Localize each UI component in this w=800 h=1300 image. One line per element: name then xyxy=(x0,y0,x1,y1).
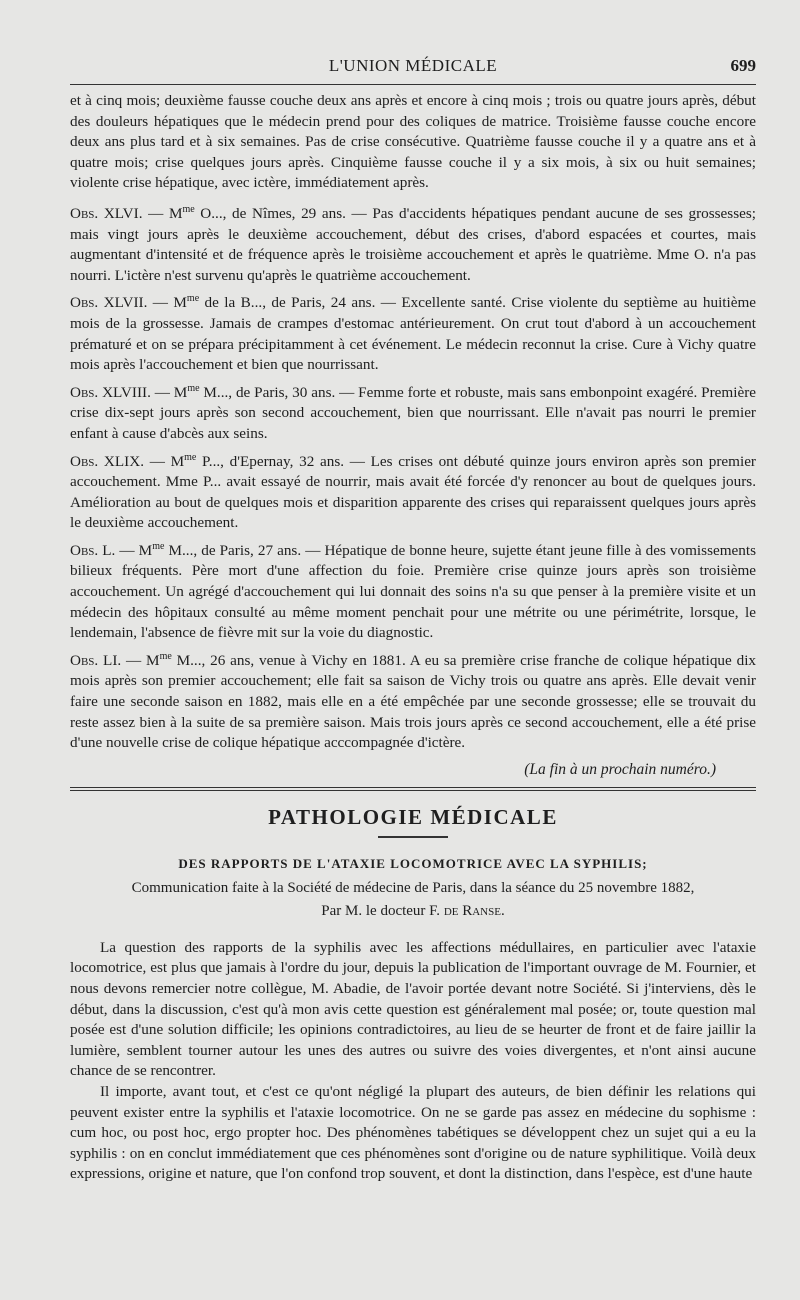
continued-paragraph: et à cinq mois; deuxième fausse couche deux ans après et encore à cinq mois ; trois ou quatre jours après, début des douleurs hépatiques que le médecin prend pour des coliques de matrice. Troisième fausse couche encore deux ans plus tard et à six semaines. Pas de crise consécutive. Quatrième fausse couche il y a quatre ans et à quatre mois; crise quelques jours après. Cinquième fausse couche il y a six mois, à six ou huit semaines; violente crise hépatique, avec ictère, immédiatement après. xyxy=(70,92,756,192)
observation-label: Obs. XLVIII. xyxy=(70,383,151,401)
author-name: de Ranse. xyxy=(443,902,505,919)
byline-prefix: Par M. le docteur F. xyxy=(321,902,444,919)
observation-text: O..., de Nîmes, 29 ans. — Pas d'accidents hépatiques pendant aucune de ses grossesses; mais vingt jours après le deuxième accouchement, début des crises, d'abord espacées et courtes, mais augmentant d'intensité et de fréquence après le troisième accouchement et après le quatrième. Mme O. n'a pas nourri. L'ictère n'est survenu qu'après le quatrième accouchement. xyxy=(70,204,756,284)
title-superscript: me xyxy=(152,540,165,552)
header-rule xyxy=(70,84,756,85)
observation-label: Obs. L. xyxy=(70,541,116,559)
observation-label: Obs. XLVII. xyxy=(70,294,148,312)
observation-text: M..., 26 ans, venue à Vichy en 1881. A eu sa première crise franche de colique hépatique dix mois après son premier accouchement; elle fait sa saison de Vichy trois ou quatre ans après. Elle devait venir faire une seconde saison en 1882, mais elle en a été empêchée par une seconde grossesse; elle se trouvait du reste assez bien à la suite de sa première saison. Mais trois jours après ce second accouchement, elle a été prise d'une nouvelle crise de colique hépatique acccompagnée d'ictère. xyxy=(70,651,757,752)
patient-title: M xyxy=(173,383,188,401)
article-body xyxy=(70,938,756,1185)
title-superscript: me xyxy=(184,451,197,463)
patient-title: M xyxy=(138,541,153,559)
observation-label: Obs. LI. xyxy=(70,651,122,669)
article-paragraph: Il importe, avant tout, et c'est ce qu'ont négligé la plupart des auteurs, de bien définir les relations qui peuvent exister entre la syphilis et l'ataxie locomotrice. On ne se garde pas assez en médecine du sophisme : cum hoc, ou post hoc, ergo propter hoc. Des phénomènes tabétiques se développent chez un sujet qui a eu la syphilis : on en conclut immédiatement que ces phénomènes sont d'origine ou de nature syphilitique. Voilà deux expressions, origine et nature, que l'on confond trop souvent, et dont la distinction, dans l'espèce, est d'une haute xyxy=(70,1082,756,1183)
observation-paragraph: Obs. XLVIII. — $M^{me}$ M..., de Paris, 30 ans. — Femme forte et robuste, mais sans embonpoint exagéré. Première crise dix-sept jours après son second accouchement, bien que nourrissant. Elle n'avait pas nourri le premier enfant à cause d'abcès aux seins. xyxy=(70,382,756,442)
article-title: DES RAPPORTS DE L'ATAXIE LOCOMOTRICE AVEC LA SYPHILIS; xyxy=(178,855,648,871)
observation-label: Obs. XLVI. xyxy=(70,204,143,222)
observation-text: de la B..., de Paris, 24 ans. — Excellente santé. Crise violente du septième au huitième mois de la grossesse. Jamais de crampes d'estomac antérieurement. On crut tout d'abord à un accouchement prématuré et on se prépara précipitamment à cet événement. Le médecin reconnut la crise. Cure à Vichy quatre mois après l'accouchement et bien que nourrissant. xyxy=(70,294,757,374)
title-rule xyxy=(378,836,448,838)
journal-title: L'UNION MÉDICALE xyxy=(328,56,498,75)
title-superscript: me xyxy=(159,650,172,662)
observation-text: P..., d'Epernay, 32 ans. — Les crises ont débuté quinze jours environ après son premier accouchement. Mme P... avait essayé de nourrir, mais avait été forcée d'y renoncer au bout de quelques jours. Amélioration au bout de quelques mois et disparition apparente des crises qui reparaissent quelques jours après le deuxième accouchement. xyxy=(70,452,756,532)
article-subtitle: Communication faite à la Société de médecine de Paris, dans la séance du 25 novembre 1882, xyxy=(131,879,695,896)
patient-title: M xyxy=(168,204,183,222)
observation-text: M..., de Paris, 30 ans. — Femme forte et robuste, mais sans embonpoint exagéré. Première crise dix-sept jours après son second accouchement, bien que nourrissant. Elle n'avait pas nourri le premier enfant à cause d'abcès aux seins. xyxy=(70,383,756,442)
observation-paragraph: Obs. XLVI. — $M^{me}$ O..., de Nîmes, 29 ans. — Pas d'accidents hépatiques pendant aucune de ses grossesses; mais vingt jours après le deuxième accouchement, début des crises, d'abord espacées et courtes, mais augmentant d'intensité et de fréquence après le troisième accouchement et après le quatrième. Mme O. n'a pas nourri. L'ictère n'est survenu qu'après le quatrième accouchement. xyxy=(70,203,756,284)
observation-label: Obs. XLIX. xyxy=(70,452,144,470)
patient-title: M xyxy=(173,294,187,312)
patient-title: M xyxy=(146,651,160,669)
patient-title: M xyxy=(170,452,185,470)
byline xyxy=(70,903,756,920)
observation-paragraph: Obs. L. — $M^{me}$ M..., de Paris, 27 ans. — Hépatique de bonne heure, sujette étant jeune fille à des vomissements bilieux fréquents. Père mort d'une affection du foie. Première crise quinze jours après son troisième accouchement. Un agrégé d'accouchement qui lui donnait des soins n'a su que penser à la première visite et un médecin des hôpitaux consulté au même moment penchait pour une métrite ou une périmétrite, lorsque, le lendemain, l'absence de fièvre mit sur la voie du diagnostic. xyxy=(70,540,756,642)
observation-paragraph: Obs. LI. — $M^{me}$ M..., 26 ans, venue à Vichy en 1881. A eu sa première crise franche de colique hépatique dix mois après son premier accouchement; elle fait sa saison de Vichy trois ou quatre ans après. Elle devait venir faire une seconde saison en 1882, mais elle en a été empêchée par une seconde grossesse; elle se trouvait du reste assez bien à la suite de sa première saison. Mais trois jours après ce second accouchement, elle a été prise d'une nouvelle crise de colique hépatique acccompagnée d'ictère. xyxy=(70,650,757,752)
continuation-note: (La fin à un prochain numéro.) xyxy=(524,760,716,778)
observations-list xyxy=(70,204,756,754)
observation-text: M..., de Paris, 27 ans. — Hépatique de bonne heure, sujette étant jeune fille à des vomissements bilieux fréquents. Père mort d'une affection du foie. Première crise quinze jours après son troisième accouchement. Un agrégé d'accouchement qui lui donnait des soins n'a su que penser à la première visite et un médecin des hôpitaux consulté au même moment penchait pour une métrite ou une périmétrite, lorsque, le lendemain, l'absence de fièvre mit sur la voie du diagnostic. xyxy=(70,541,756,642)
section-title: PATHOLOGIE MÉDICALE xyxy=(268,804,558,829)
title-superscript: me xyxy=(187,382,200,394)
title-superscript: me xyxy=(182,203,195,215)
page-number: 699 xyxy=(730,56,756,75)
observation-paragraph: Obs. XLIX. — $M^{me}$ P..., d'Epernay, 32 ans. — Les crises ont débuté quinze jours environ après son premier accouchement. Mme P... avait essayé de nourrir, mais avait été forcée d'y renoncer au bout de quelques jours. Amélioration au bout de quelques mois et disparition apparente des crises qui reparaissent quelques jours après le deuxième accouchement. xyxy=(70,451,756,532)
article-paragraph: La question des rapports de la syphilis avec les affections médullaires, en particulier avec l'ataxie locomotrice, est plus que jamais à l'ordre du jour, depuis la publication de l'important ouvrage de M. Fournier, et nous devons remercier notre collègue, M. Abadie, de l'avoir portée devant notre Société. Si j'interviens, dès le début, dans la discussion, c'est qu'à mon avis cette question est généralement mal posée; or, toute question mal posée est d'une solution difficile; les opinions contradictoires, au lieu de se heurter de front et de faire jaillir la lumière, semblent tourner autour les unes des autres ou suivre des voies divergentes, et n'ont ainsi aucune chance de se rencontrer. xyxy=(70,938,756,1080)
title-superscript: me xyxy=(186,293,200,305)
observation-paragraph: Obs. XLVII. — $M^{me}$ de la B..., de Paris, 24 ans. — Excellente santé. Crise violente du septième au huitième mois de la grossesse. Jamais de crampes d'estomac antérieurement. On crut tout d'abord à un accouchement prématuré et on se prépara précipitamment à cet événement. Le médecin reconnut la crise. Cure à Vichy quatre mois après l'accouchement et bien que nourrissant. xyxy=(70,293,757,374)
section-divider xyxy=(70,787,756,791)
running-header xyxy=(70,52,756,84)
